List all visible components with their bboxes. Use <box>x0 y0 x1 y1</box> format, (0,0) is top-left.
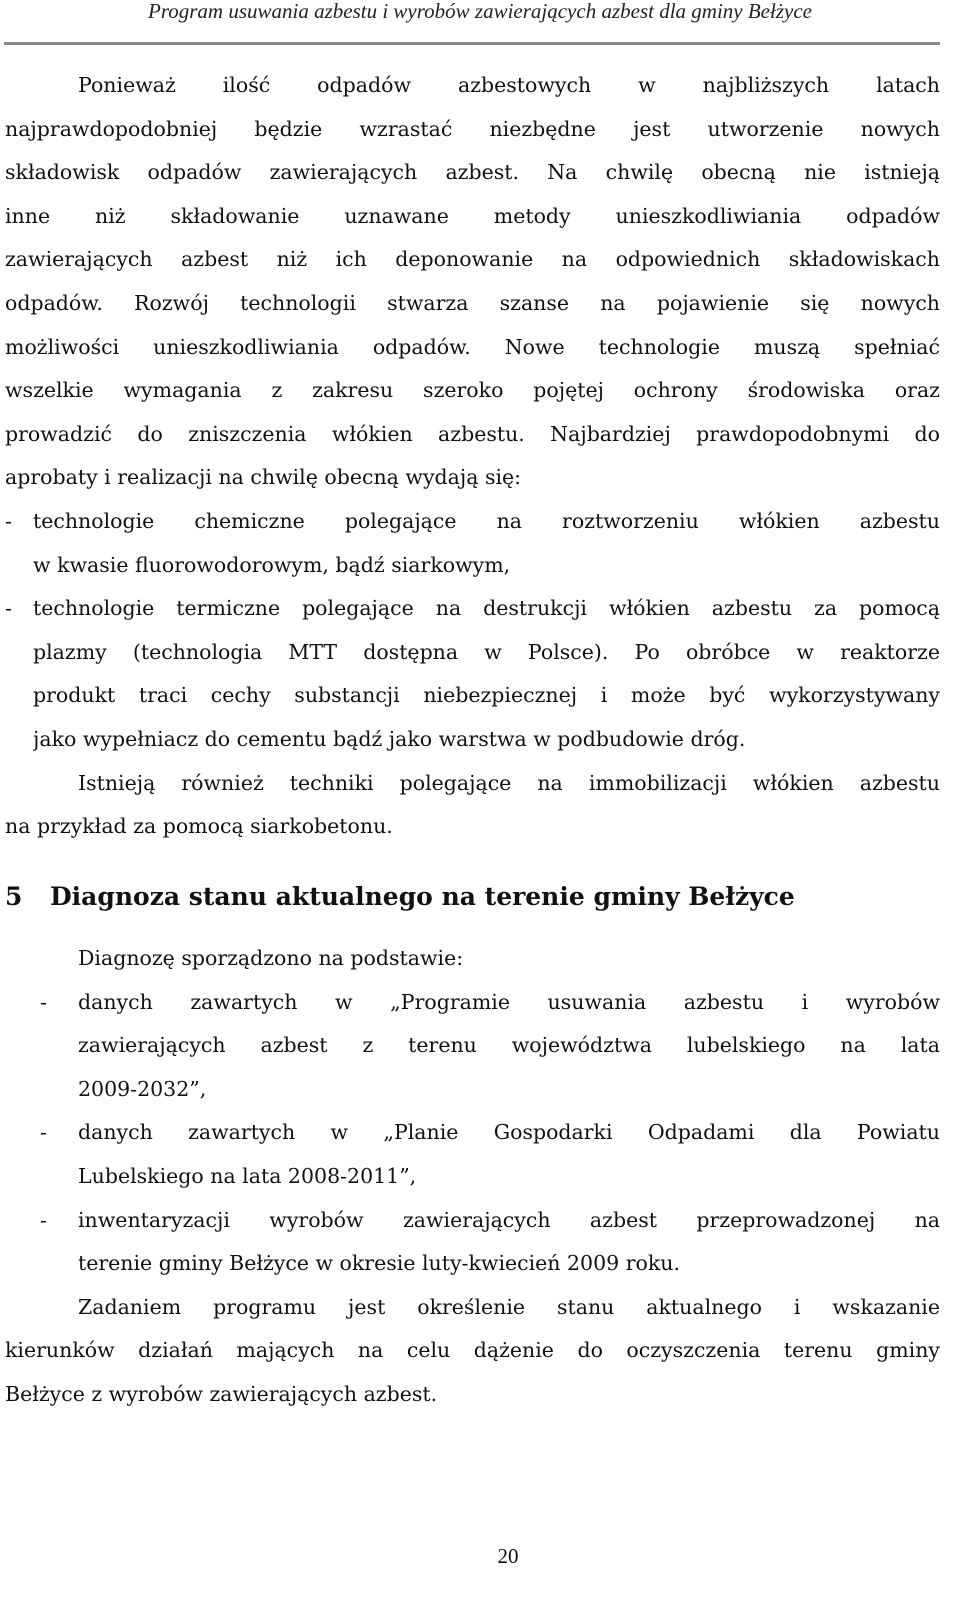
text-line: danych zawartych w „Programie usuwania azbestu i wyrobów <box>78 989 940 1014</box>
list-dash: - <box>5 596 12 621</box>
list-dash: - <box>40 1120 47 1145</box>
text-line: Ponieważ ilość odpadów azbestowych w najbliższych latach <box>78 73 940 97</box>
list-item <box>5 587 940 761</box>
list-dash: - <box>40 989 47 1014</box>
page-number: 20 <box>497 1544 519 1568</box>
text-line: inwentaryzacji wyrobów zawierających azbest przeprowadzonej na <box>78 1207 940 1232</box>
section-heading <box>5 876 795 918</box>
sources-list <box>5 981 940 1286</box>
text-line: prowadzić do zniszczenia włókien azbestu. Najbardziej prawdopodobnymi do <box>5 421 940 446</box>
paragraph-3 <box>5 1286 940 1417</box>
text-line: składowisk odpadów zawierających azbest. Na chwilę obecną nie istnieją <box>5 160 940 185</box>
list-item <box>5 1199 940 1286</box>
paragraph-1 <box>5 64 940 500</box>
list-item <box>5 981 940 1112</box>
text-line: Bełżyce z wyrobów zawierających azbest. <box>5 1381 438 1406</box>
text-line: w kwasie fluorowodorowym, bądź siarkowym, <box>33 552 511 577</box>
intro-line: Diagnozę sporządzono na podstawie: <box>78 946 464 970</box>
text-line: zawierających azbest niż ich deponowanie na odpowiednich składowiskach <box>5 247 940 272</box>
text-line: danych zawartych w „Planie Gospodarki Odpadami dla Powiatu <box>78 1120 940 1145</box>
list-dash: - <box>5 508 12 533</box>
section-number: 5 <box>5 882 23 911</box>
text-line: zawierających azbest z terenu województwa lubelskiego na lata <box>78 1033 940 1058</box>
text-line: Zadaniem programu jest określenie stanu aktualnego i wskazanie <box>78 1294 940 1319</box>
running-header: Program usuwania azbestu i wyrobów zawierających azbest dla gminy Bełżyce <box>148 0 812 23</box>
text-line: możliwości unieszkodliwiania odpadów. Nowe technologie muszą spełniać <box>5 334 940 359</box>
text-line: 2009-2032”, <box>78 1076 207 1101</box>
text-line: kierunków działań mających na celu dążenie do oczyszczenia terenu gminy <box>5 1338 940 1363</box>
text-line: jako wypełniacz do cementu bądź jako warstwa w podbudowie dróg. <box>33 726 746 751</box>
text-line: plazmy (technologia MTT dostępna w Polsce). Po obróbce w reaktorze <box>33 639 940 664</box>
text-line: najprawdopodobniej będzie wzrastać niezbędne jest utworzenie nowych <box>5 116 940 141</box>
paragraph-2 <box>5 762 940 849</box>
text-line: terenie gminy Bełżyce w okresie luty-kwiecień 2009 roku. <box>78 1251 680 1276</box>
text-line: aprobaty i realizacji na chwilę obecną wydają się: <box>5 465 522 490</box>
list-item <box>5 1111 940 1198</box>
text-line: technologie termiczne polegające na destrukcji włókien azbestu za pomocą <box>33 596 940 621</box>
text-line: inne niż składowanie uznawane metody unieszkodliwiania odpadów <box>5 203 940 228</box>
list-dash: - <box>40 1207 47 1232</box>
section-title: Diagnoza stanu aktualnego na terenie gminy Bełżyce <box>50 882 795 911</box>
text-block-1 <box>5 64 940 849</box>
text-line: na przykład za pomocą siarkobetonu. <box>5 814 393 839</box>
header-rule <box>4 42 940 45</box>
text-line: wszelkie wymagania z zakresu szeroko pojętej ochrony środowiska oraz <box>5 378 940 403</box>
text-block-2 <box>5 937 940 1417</box>
technology-list <box>5 500 940 762</box>
text-line: technologie chemiczne polegające na roztworzeniu włókien azbestu <box>33 508 940 533</box>
list-item <box>5 500 940 587</box>
text-line: produkt traci cechy substancji niebezpiecznej i może być wykorzystywany <box>33 683 940 708</box>
text-line: odpadów. Rozwój technologii stwarza szanse na pojawienie się nowych <box>5 290 940 315</box>
text-line: Istnieją również techniki polegające na immobilizacji włókien azbestu <box>78 770 940 795</box>
text-line: Lubelskiego na lata 2008-2011”, <box>78 1163 417 1188</box>
